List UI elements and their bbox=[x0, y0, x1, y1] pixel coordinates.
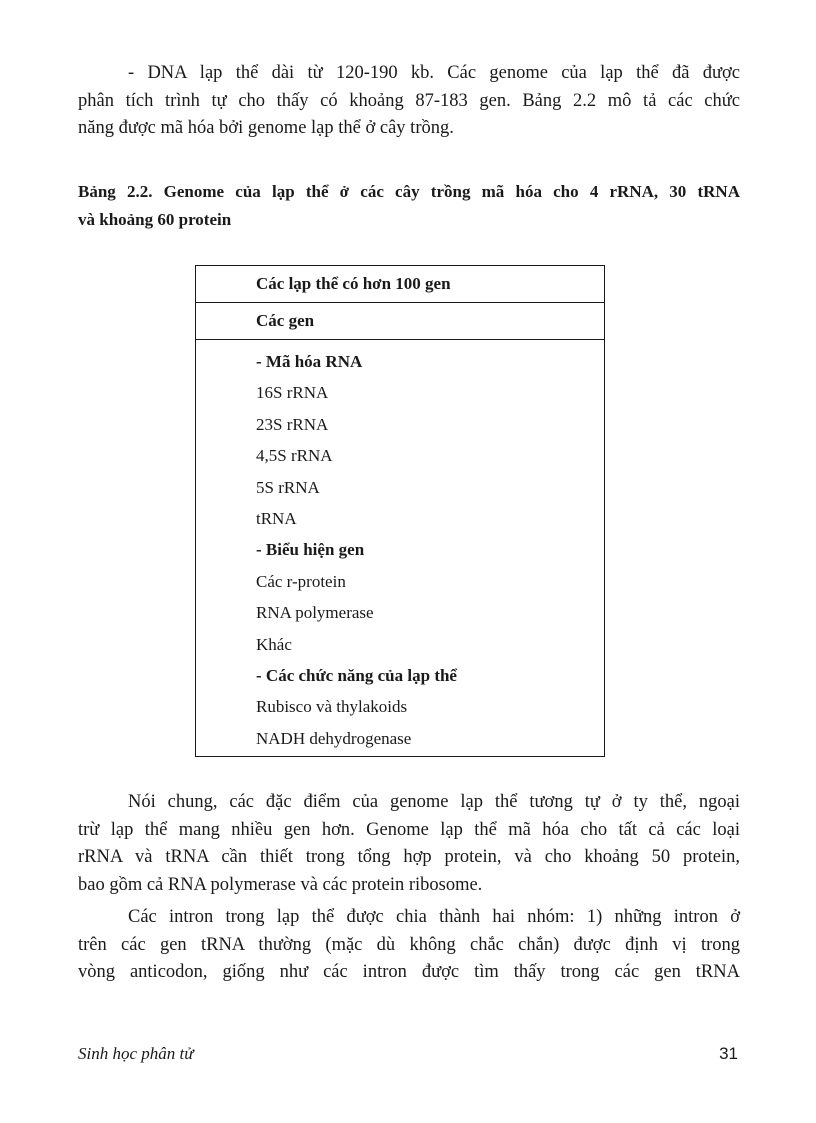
table-row: - Mã hóa RNA bbox=[256, 352, 363, 371]
table-row: 16S rRNA bbox=[256, 383, 329, 403]
table-row: - Biểu hiện gen bbox=[256, 540, 365, 560]
table-row: Khác bbox=[256, 634, 292, 654]
table-row: Rubisco và thylakoids bbox=[256, 697, 408, 717]
gene-table bbox=[195, 265, 605, 757]
table-body-row bbox=[196, 340, 605, 757]
table-header-row bbox=[196, 303, 605, 340]
table-row: tRNA bbox=[256, 508, 297, 528]
paragraph-line: trên các gen tRNA thường (mặc dù không chắc chắn) được định vị trong bbox=[78, 934, 740, 955]
table-body-cell bbox=[196, 340, 605, 757]
table-row: 23S rRNA bbox=[256, 414, 329, 434]
paragraph-line: Các intron trong lạp thể được chia thành hai nhóm: 1) những intron ở bbox=[128, 907, 740, 927]
table-row: Các r-protein bbox=[256, 571, 346, 591]
table-row: 4,5S rRNA bbox=[256, 446, 333, 466]
intro-line: - DNA lạp thể dài từ 120-190 kb. Các genome của lạp thể đã được bbox=[128, 63, 740, 83]
table-caption bbox=[78, 178, 740, 234]
paragraph-line: trừ lạp thể mang nhiều gen hơn. Genome lạp thể mã hóa cho tất cả các loại bbox=[78, 819, 740, 840]
table-row: 5S rRNA bbox=[256, 477, 320, 497]
table-row: NADH dehydrogenase bbox=[256, 728, 412, 748]
paragraph-line: Nói chung, các đặc điểm của genome lạp thể tương tự ở ty thể, ngoại bbox=[128, 792, 740, 812]
paragraph-general bbox=[78, 789, 740, 899]
intro-paragraph bbox=[78, 60, 740, 143]
paragraph-introns bbox=[78, 904, 740, 987]
paragraph-line: bao gồm cả RNA polymerase và các protein ribosome. bbox=[78, 874, 483, 895]
footer-page-number: 31 bbox=[719, 1044, 738, 1063]
paragraph-line: vòng anticodon, giống như các intron được tìm thấy trong các gen tRNA bbox=[78, 962, 740, 982]
intro-line: năng được mã hóa bởi genome lạp thể ở cây trồng. bbox=[78, 118, 454, 138]
table-row: RNA polymerase bbox=[256, 603, 374, 623]
table-row: - Các chức năng của lạp thể bbox=[256, 665, 457, 685]
column-header: Các gen bbox=[196, 303, 605, 340]
intro-line: phân tích trình tự cho thấy có khoảng 87-183 gen. Bảng 2.2 mô tả các chức bbox=[78, 90, 740, 111]
caption-line: Bảng 2.2. Genome của lạp thể ở các cây trồng mã hóa cho 4 rRNA, 30 tRNA bbox=[78, 182, 740, 201]
footer-book-title: Sinh học phân tử bbox=[78, 1044, 194, 1063]
table-title-row bbox=[196, 266, 605, 303]
caption-line: và khoảng 60 protein bbox=[78, 210, 232, 229]
table-title: Các lạp thể có hơn 100 gen bbox=[196, 266, 605, 303]
paragraph-line: rRNA và tRNA cần thiết trong tổng hợp protein, và cho khoảng 50 protein, bbox=[78, 847, 740, 867]
